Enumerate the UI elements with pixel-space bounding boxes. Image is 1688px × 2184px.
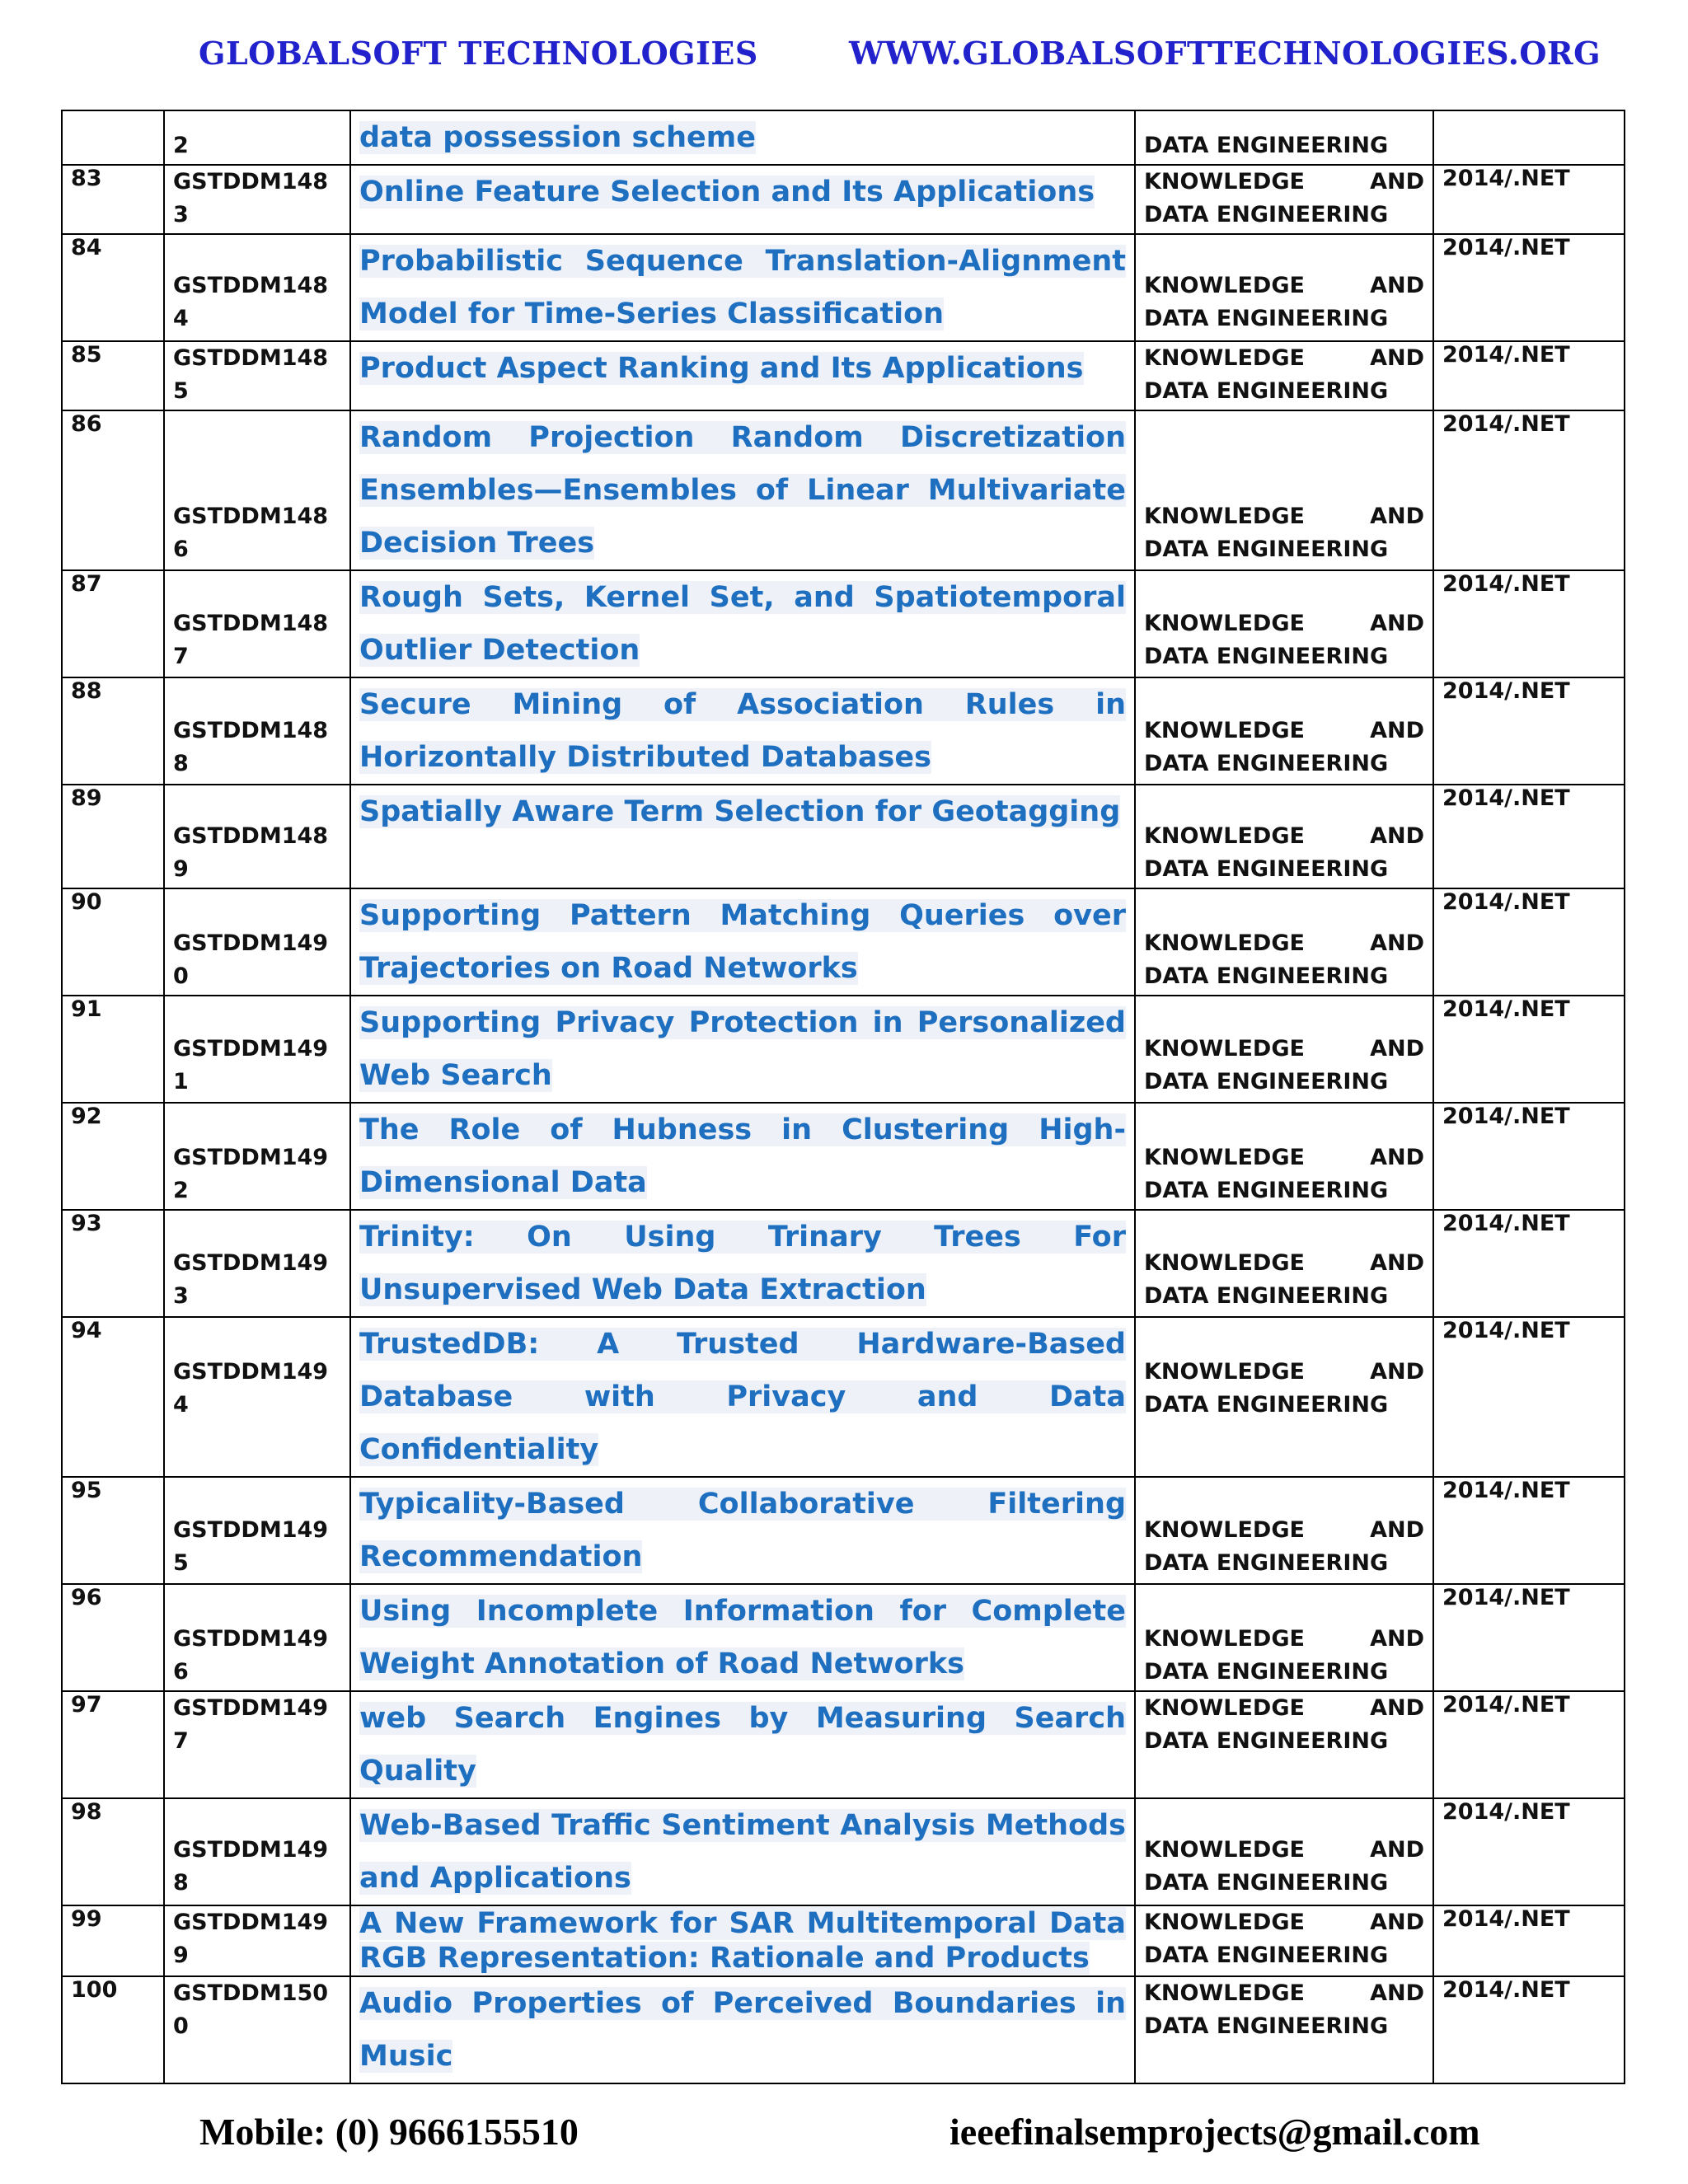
project-title-link[interactable]: Spatially Aware Term Selection for Geotagging [359, 795, 1121, 828]
table-row [62, 677, 1625, 785]
organization-name: GLOBALSOFT TECHNOLOGIES [199, 35, 758, 72]
department [1135, 996, 1433, 1103]
department-line [1144, 1514, 1424, 1547]
department-line [1144, 342, 1424, 375]
project-title-link[interactable]: Random Projection Random Discretization Ensembles—Ensembles of Linear Multivariate Decision Trees [359, 421, 1126, 560]
department-line [1144, 500, 1424, 533]
row-number: 87 [62, 570, 164, 677]
department-word: AND [1370, 1626, 1424, 1652]
project-code [164, 1976, 350, 2083]
department [1135, 785, 1433, 888]
department-word: KNOWLEDGE [1144, 345, 1305, 371]
table-row [62, 570, 1625, 677]
department-word: AND [1370, 611, 1424, 636]
project-title-cell [350, 1976, 1135, 2083]
year-platform: 2014/.NET [1433, 1976, 1625, 2083]
year-platform: 2014/.NET [1433, 410, 1625, 570]
project-code [164, 1691, 350, 1798]
project-code-line: 3 [173, 1283, 189, 1309]
project-title-link[interactable]: Secure Mining of Association Rules in Horizontally Distributed Databases [359, 688, 1126, 774]
project-code-line: 0 [173, 2013, 189, 2039]
project-code-line: 2 [173, 1178, 189, 1203]
department-word: KNOWLEDGE [1144, 1036, 1305, 1062]
department-line: DATA ENGINEERING [1144, 1283, 1389, 1309]
row-number: 84 [62, 234, 164, 341]
row-number: 99 [62, 1905, 164, 1976]
row-number: 92 [62, 1103, 164, 1210]
row-number [62, 110, 164, 165]
department-line: DATA ENGINEERING [1144, 644, 1389, 669]
project-title-link[interactable]: Typicality-Based Collaborative Filtering Recommendation [359, 1488, 1126, 1573]
contact-email[interactable]: ieeefinalsemprojects@gmail.com [950, 2111, 1480, 2153]
department-word: KNOWLEDGE [1144, 1837, 1305, 1863]
project-code [164, 1905, 350, 1976]
department-line [1144, 715, 1424, 748]
project-code [164, 1584, 350, 1691]
department-word: KNOWLEDGE [1144, 611, 1305, 636]
table-row [62, 1103, 1625, 1210]
row-number: 96 [62, 1584, 164, 1691]
table-row [62, 234, 1625, 341]
table-row [62, 165, 1625, 234]
department-line: DATA ENGINEERING [1144, 963, 1389, 989]
project-code-line: 5 [173, 378, 189, 404]
department [1135, 570, 1433, 677]
department-line: DATA ENGINEERING [1144, 2013, 1389, 2039]
project-code [164, 1798, 350, 1905]
year-platform: 2014/.NET [1433, 1317, 1625, 1477]
project-code [164, 1317, 350, 1477]
row-number: 94 [62, 1317, 164, 1477]
department-line [1144, 1141, 1424, 1174]
project-code-line: 4 [173, 1392, 189, 1418]
mobile-number: Mobile: (0) 9666155510 [199, 2111, 579, 2153]
department-line: DATA ENGINEERING [1144, 1659, 1389, 1685]
project-title-link[interactable]: The Role of Hubness in Clustering High-Dimensional Data [359, 1113, 1126, 1199]
year-platform: 2014/.NET [1433, 996, 1625, 1103]
project-code-line: 6 [173, 537, 189, 562]
project-code-line: 8 [173, 1870, 189, 1896]
project-code-line: GSTDDM149 [173, 1145, 329, 1170]
row-number: 97 [62, 1691, 164, 1798]
project-title-cell [350, 570, 1135, 677]
project-title-link[interactable]: A New Framework for SAR Multitemporal Data RGB Representation: Rationale and Products [359, 1907, 1126, 1975]
department [1135, 1905, 1433, 1976]
table-row [62, 1976, 1625, 2083]
year-platform: 2014/.NET [1433, 165, 1625, 234]
table-row [62, 1691, 1625, 1798]
project-title-cell [350, 1691, 1135, 1798]
project-title-link[interactable]: Product Aspect Ranking and Its Applications [359, 352, 1084, 385]
project-code [164, 1477, 350, 1584]
department [1135, 1584, 1433, 1691]
department-line [1144, 1356, 1424, 1389]
project-code-line: GSTDDM150 [173, 1980, 329, 2006]
project-code-line: GSTDDM149 [173, 1517, 329, 1543]
project-title-link[interactable]: Using Incomplete Information for Complete Weight Annotation of Road Networks [359, 1595, 1126, 1680]
row-number: 98 [62, 1798, 164, 1905]
page-footer [0, 2110, 1688, 2159]
department-word: AND [1370, 1145, 1424, 1170]
department [1135, 677, 1433, 785]
project-code-line: GSTDDM148 [173, 504, 329, 529]
table-row [62, 1798, 1625, 1905]
department-line: DATA ENGINEERING [1144, 856, 1389, 882]
project-code [164, 165, 350, 234]
year-platform: 2014/.NET [1433, 570, 1625, 677]
department [1135, 1103, 1433, 1210]
department [1135, 1691, 1433, 1798]
row-number: 93 [62, 1210, 164, 1317]
projects-table-body [62, 110, 1625, 2083]
department-line [1144, 269, 1424, 302]
year-platform: 2014/.NET [1433, 1691, 1625, 1798]
row-number: 100 [62, 1976, 164, 2083]
project-code-line: 7 [173, 1728, 189, 1754]
department [1135, 888, 1433, 996]
department-word: AND [1370, 1837, 1424, 1863]
project-code [164, 785, 350, 888]
department-line [1144, 166, 1424, 199]
department-word: KNOWLEDGE [1144, 273, 1305, 298]
table-row [62, 996, 1625, 1103]
department-word: KNOWLEDGE [1144, 1250, 1305, 1276]
project-title-cell [350, 1798, 1135, 1905]
project-title-cell [350, 341, 1135, 410]
project-code [164, 1210, 350, 1317]
table-row [62, 1905, 1625, 1976]
department-line: DATA ENGINEERING [1144, 1392, 1389, 1418]
department [1135, 1477, 1433, 1584]
project-title-cell [350, 234, 1135, 341]
department-line: DATA ENGINEERING [1144, 378, 1389, 404]
row-number: 91 [62, 996, 164, 1103]
year-platform: 2014/.NET [1433, 785, 1625, 888]
project-code [164, 1103, 350, 1210]
department-line: DATA ENGINEERING [1144, 1069, 1389, 1094]
department-word: AND [1370, 718, 1424, 743]
department-word: AND [1370, 273, 1424, 298]
department-word: KNOWLEDGE [1144, 1145, 1305, 1170]
project-title-link[interactable]: Web-Based Traffic Sentiment Analysis Methods and Applications [359, 1809, 1126, 1895]
department [1135, 1210, 1433, 1317]
department [1135, 410, 1433, 570]
department-word: AND [1370, 1036, 1424, 1062]
department-word: KNOWLEDGE [1144, 1359, 1305, 1385]
year-platform: 2014/.NET [1433, 1103, 1625, 1210]
department-word: KNOWLEDGE [1144, 823, 1305, 849]
year-platform [1433, 110, 1625, 165]
department [1135, 110, 1433, 165]
project-code-line: 2 [173, 133, 189, 158]
project-code-line: 1 [173, 1069, 189, 1094]
department-line: DATA ENGINEERING [1144, 1728, 1389, 1754]
project-title-cell [350, 165, 1135, 234]
department [1135, 341, 1433, 410]
project-title-cell [350, 1317, 1135, 1477]
department-word: AND [1370, 504, 1424, 529]
department-word: KNOWLEDGE [1144, 1980, 1305, 2006]
project-code-line: GSTDDM148 [173, 718, 329, 743]
project-code-line: 7 [173, 644, 189, 669]
year-platform: 2014/.NET [1433, 1584, 1625, 1691]
project-title-link[interactable]: Rough Sets, Kernel Set, and Spatiotemporal Outlier Detection [359, 581, 1126, 667]
department-line: DATA ENGINEERING [1144, 1870, 1389, 1896]
project-code-line: GSTDDM149 [173, 1910, 329, 1935]
department-word: KNOWLEDGE [1144, 718, 1305, 743]
project-title-cell [350, 1210, 1135, 1317]
project-code-line: GSTDDM149 [173, 1036, 329, 1062]
department-word: AND [1370, 1910, 1424, 1935]
project-code-line: 0 [173, 963, 189, 989]
department-line: DATA ENGINEERING [1144, 1550, 1389, 1576]
department-word: KNOWLEDGE [1144, 504, 1305, 529]
project-code [164, 110, 350, 165]
table-row [62, 410, 1625, 570]
department-word: AND [1370, 823, 1424, 849]
department-word: KNOWLEDGE [1144, 1517, 1305, 1543]
year-platform: 2014/.NET [1433, 341, 1625, 410]
project-title-cell [350, 1477, 1135, 1584]
project-code-line: GSTDDM148 [173, 273, 329, 298]
project-code-line: 8 [173, 751, 189, 776]
project-title-cell [350, 410, 1135, 570]
project-title-cell [350, 1103, 1135, 1210]
department-line: DATA ENGINEERING [1144, 537, 1389, 562]
project-code-line: 9 [173, 1943, 189, 1968]
project-title-cell [350, 1584, 1135, 1691]
department-word: KNOWLEDGE [1144, 1626, 1305, 1652]
department [1135, 234, 1433, 341]
department-word: AND [1370, 1695, 1424, 1721]
project-code [164, 888, 350, 996]
project-title-link[interactable]: Supporting Privacy Protection in Personalized Web Search [359, 1006, 1126, 1092]
project-title-cell [350, 1905, 1135, 1976]
project-title-cell [350, 110, 1135, 165]
department-word: AND [1370, 1517, 1424, 1543]
project-title-link[interactable]: Supporting Pattern Matching Queries over Trajectories on Road Networks [359, 899, 1126, 985]
table-row [62, 341, 1625, 410]
row-number: 88 [62, 677, 164, 785]
department-word: AND [1370, 1250, 1424, 1276]
department-line [1144, 1247, 1424, 1280]
department-word: KNOWLEDGE [1144, 1910, 1305, 1935]
department [1135, 1317, 1433, 1477]
project-code [164, 234, 350, 341]
department-line [1144, 1834, 1424, 1867]
project-title-cell [350, 677, 1135, 785]
year-platform: 2014/.NET [1433, 1798, 1625, 1905]
table-row [62, 1210, 1625, 1317]
project-code-line: GSTDDM148 [173, 169, 329, 194]
department-line [1144, 1033, 1424, 1066]
department-word: AND [1370, 1359, 1424, 1385]
row-number: 90 [62, 888, 164, 996]
project-title-cell [350, 888, 1135, 996]
year-platform: 2014/.NET [1433, 888, 1625, 996]
table-row [62, 785, 1625, 888]
project-code [164, 677, 350, 785]
project-code-line: GSTDDM149 [173, 1695, 329, 1721]
department-word: AND [1370, 1980, 1424, 2006]
project-title-link[interactable]: Audio Properties of Perceived Boundaries in Music [359, 1987, 1126, 2073]
project-title-link[interactable]: web Search Engines by Measuring Search Quality [359, 1702, 1126, 1788]
project-title-link[interactable]: data possession scheme [359, 121, 756, 154]
row-number: 83 [62, 165, 164, 234]
project-code-line: 6 [173, 1659, 189, 1685]
department-line [1144, 1906, 1424, 1939]
project-title-link[interactable]: Probabilistic Sequence Translation-Alignment Model for Time-Series Classification [359, 245, 1126, 330]
table-row [62, 1317, 1625, 1477]
department-word: AND [1370, 930, 1424, 956]
projects-table [61, 110, 1625, 2084]
row-number: 85 [62, 341, 164, 410]
department-line: DATA ENGINEERING [1144, 751, 1389, 776]
project-code [164, 410, 350, 570]
website-link[interactable]: WWW.GLOBALSOFTTECHNOLOGIES.ORG [849, 35, 1601, 72]
project-code [164, 341, 350, 410]
project-code-line: GSTDDM148 [173, 611, 329, 636]
project-code-line: GSTDDM148 [173, 823, 329, 849]
table-row [62, 1477, 1625, 1584]
year-platform: 2014/.NET [1433, 234, 1625, 341]
department-word: KNOWLEDGE [1144, 169, 1305, 194]
project-title-link[interactable]: TrustedDB: A Trusted Hardware-Based Database with Privacy and Data Confidentiality [359, 1328, 1126, 1466]
department-word: KNOWLEDGE [1144, 1695, 1305, 1721]
department-line [1144, 1623, 1424, 1656]
department-line [1144, 1977, 1424, 2010]
project-code-line: GSTDDM149 [173, 1250, 329, 1276]
project-title-cell [350, 996, 1135, 1103]
row-number: 95 [62, 1477, 164, 1584]
project-code-line: GSTDDM149 [173, 1626, 329, 1652]
project-code-line: 4 [173, 306, 189, 331]
department-line: DATA ENGINEERING [1144, 1178, 1389, 1203]
project-code-line: GSTDDM149 [173, 1837, 329, 1863]
row-number: 86 [62, 410, 164, 570]
year-platform: 2014/.NET [1433, 677, 1625, 785]
project-code-line: 5 [173, 1550, 189, 1576]
year-platform: 2014/.NET [1433, 1477, 1625, 1584]
project-code-line: GSTDDM148 [173, 345, 329, 371]
department-word: AND [1370, 345, 1424, 371]
table-row [62, 110, 1625, 165]
department-line [1144, 927, 1424, 960]
project-title-link[interactable]: Online Feature Selection and Its Applications [359, 176, 1095, 209]
table-row [62, 1584, 1625, 1691]
row-number: 89 [62, 785, 164, 888]
page-header [0, 35, 1688, 84]
department-line [1144, 820, 1424, 853]
department-line: DATA ENGINEERING [1144, 1943, 1389, 1968]
year-platform: 2014/.NET [1433, 1210, 1625, 1317]
project-code-line: 9 [173, 856, 189, 882]
project-code-line: GSTDDM149 [173, 930, 329, 956]
year-platform: 2014/.NET [1433, 1905, 1625, 1976]
department [1135, 1798, 1433, 1905]
project-title-cell [350, 785, 1135, 888]
project-code [164, 570, 350, 677]
department-line [1144, 1692, 1424, 1725]
department [1135, 1976, 1433, 2083]
department-line: DATA ENGINEERING [1144, 133, 1389, 158]
department [1135, 165, 1433, 234]
project-code [164, 996, 350, 1103]
department-line [1144, 607, 1424, 640]
department-word: KNOWLEDGE [1144, 930, 1305, 956]
department-word: AND [1370, 169, 1424, 194]
table-row [62, 888, 1625, 996]
project-code-line: 3 [173, 202, 189, 227]
project-code-line: GSTDDM149 [173, 1359, 329, 1385]
department-line: DATA ENGINEERING [1144, 202, 1389, 227]
project-title-link[interactable]: Trinity: On Using Trinary Trees For Unsupervised Web Data Extraction [359, 1221, 1126, 1306]
department-line: DATA ENGINEERING [1144, 306, 1389, 331]
